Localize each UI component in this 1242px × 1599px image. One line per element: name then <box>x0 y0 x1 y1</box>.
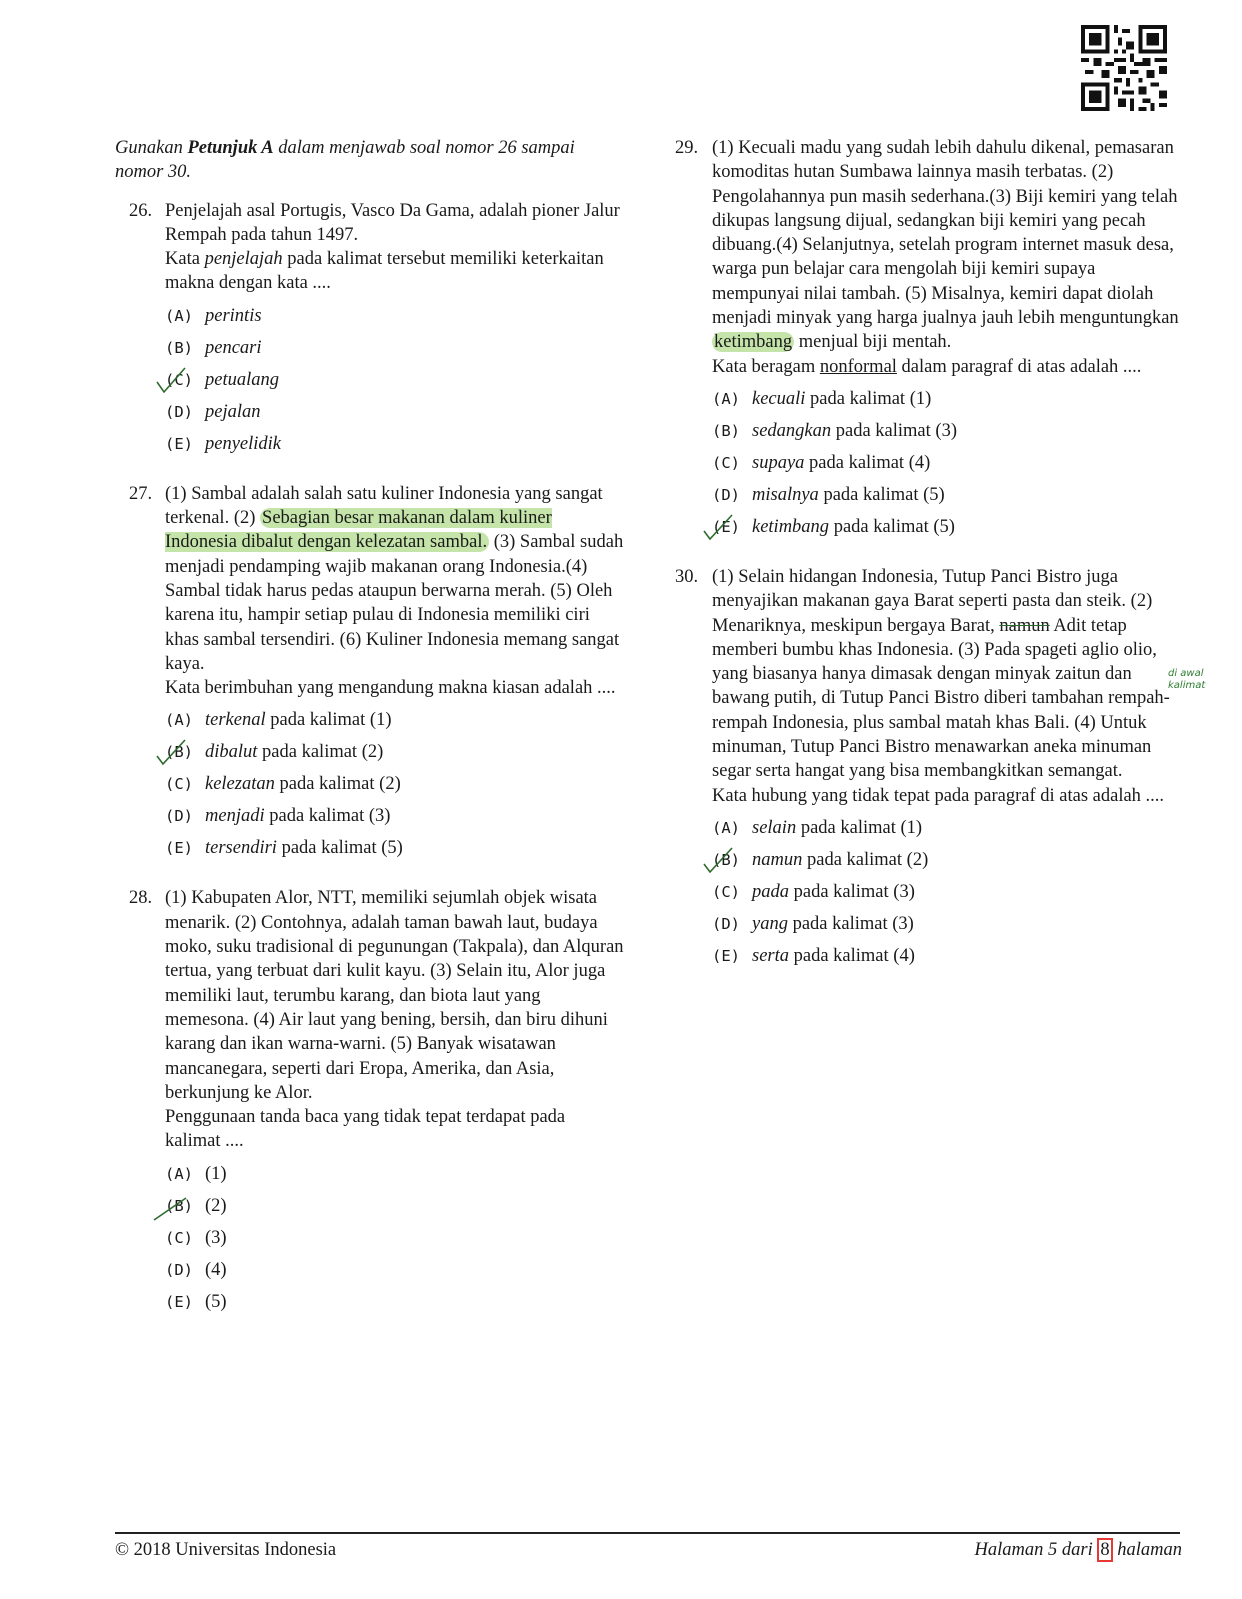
option-letter: (B) <box>165 338 193 357</box>
option-rest: pada kalimat (2) <box>802 849 929 870</box>
option-letter: (D) <box>165 1260 193 1279</box>
option-word: sedangkan <box>752 420 832 441</box>
option-rest: pada kalimat (3) <box>831 420 957 441</box>
option-d[interactable] <box>165 396 625 428</box>
option-letter: (E) <box>165 434 193 453</box>
option-letter: (C) <box>712 882 740 901</box>
question-number: 27. <box>129 483 153 504</box>
left-column <box>115 136 625 1340</box>
struck-word: namun <box>999 615 1050 636</box>
option-word: ketimbang <box>752 516 830 537</box>
option-letter-text: (B) <box>165 743 193 762</box>
option-c[interactable] <box>712 447 1180 479</box>
instruction <box>115 136 625 185</box>
option-letter: (D) <box>165 402 193 421</box>
question-number: 30. <box>675 566 699 587</box>
option-letter-marked <box>165 736 205 768</box>
option-word: selain <box>752 817 797 838</box>
option-list <box>165 704 625 864</box>
option-letter-text: (E) <box>712 517 740 536</box>
prompt-text: dalam paragraf di atas adalah .... <box>896 356 1142 377</box>
option-letter: (D) <box>165 807 193 826</box>
question-paragraph: (1) Kabupaten Alor, NTT, memiliki sejumlah objek wisata menarik. (2) Contohnya, adalah taman bawah laut, budaya moko, suku tradisional di pegunungan (Takpala), dan Alquran tertua, yang terbuat dari kulit kayu. (3) Selain itu, Alor juga memiliki laut, terumbu karang, dan biota laut yang memesona. (4) Air laut yang bening, bersih, dan biru dihuni karang dan ikan warna-warni. (5) Banyak wisatawan mancanegara, seperti dari Eropa, Amerika, dan Asia, berkunjung ke Alor. <box>165 888 624 1103</box>
paragraph-text: (3) Sambal sudah menjadi pendamping wajib makanan orang Indonesia.(4) Sambal tidak harus pedas ataupun berwarna merah. (5) Oleh karena itu, hampir setiap pulau di Indonesia memiliki ciri khas sambal tersendiri. (6) Kuliner Indonesia memang sangat kaya. <box>165 532 624 674</box>
option-rest: (2) <box>205 1195 227 1216</box>
page-total-boxed: 8 <box>1097 1538 1112 1562</box>
option-d[interactable] <box>165 1254 625 1286</box>
option-letter-text: (B) <box>712 850 740 869</box>
question-28 <box>115 886 625 1317</box>
option-rest: pada kalimat (1) <box>796 817 923 838</box>
option-e[interactable] <box>712 940 1180 972</box>
option-rest: pada kalimat (5) <box>276 838 403 859</box>
right-column <box>675 136 1180 994</box>
question-paragraph <box>712 136 1180 355</box>
option-letter: (C) <box>165 1228 193 1247</box>
question-prompt: Kata hubung yang tidak tepat pada paragraf di atas adalah .... <box>712 785 1165 806</box>
option-word: supaya <box>752 452 805 473</box>
handwritten-margin-note: di awal kalimat <box>1168 668 1206 691</box>
option-c[interactable] <box>712 876 1180 908</box>
option-list <box>165 300 625 460</box>
prompt-text: Kata beragam <box>712 356 820 377</box>
option-letter: (A) <box>165 306 193 325</box>
paragraph-text: menjual biji mentah. <box>794 332 952 353</box>
instruction-prefix: Gunakan <box>115 138 188 158</box>
question-27 <box>115 482 625 865</box>
option-a[interactable] <box>165 300 625 332</box>
option-word: petualang <box>205 369 279 390</box>
option-word: pencari <box>205 337 262 358</box>
option-e[interactable] <box>165 1286 625 1318</box>
option-word: pejalan <box>205 401 261 422</box>
option-a[interactable] <box>165 704 625 736</box>
question-30 <box>675 565 1180 972</box>
option-b[interactable] <box>712 415 1180 447</box>
question-prompt: Kata berimbuhan yang mengandung makna kiasan adalah .... <box>165 678 616 699</box>
option-letter: (D) <box>712 914 740 933</box>
prompt-text: Kata <box>165 249 205 270</box>
question-prompt <box>165 247 625 296</box>
highlighted-text: Sebagian besar makanan dalam kuliner Indonesia dibalut dengan kelezatan sambal. <box>165 508 552 553</box>
option-word: menjadi <box>205 806 265 827</box>
footer-divider <box>115 1532 1180 1534</box>
option-list <box>165 1158 625 1318</box>
option-rest: pada kalimat (4) <box>804 452 931 473</box>
question-number: 26. <box>129 200 153 221</box>
option-rest: pada kalimat (4) <box>789 945 915 966</box>
option-letter: (A) <box>712 389 740 408</box>
option-letter: (C) <box>165 775 193 794</box>
page-suffix: halaman <box>1112 1540 1182 1560</box>
option-list <box>712 383 1180 543</box>
instruction-bold: Petunjuk A <box>187 138 274 158</box>
option-c[interactable] <box>165 1222 625 1254</box>
option-letter-marked <box>712 844 752 876</box>
option-b[interactable] <box>165 736 625 768</box>
option-rest: pada kalimat (3) <box>264 806 391 827</box>
option-word: terkenal <box>205 710 266 731</box>
paragraph-text: (1) Kecuali madu yang sudah lebih dahulu dikenal, pemasaran komoditas hutan Sumbawa lainnya masih terbatas. (2) Pengolahannya pun masih sederhana.(3) Biji kemiri yang telah dikupas langsung dijual, sedangkan biji kemiri yang pecah dibuang.(4) Selanjutnya, setelah program internet masuk desa, warga pun belajar cara mengolah biji kemiri supaya mempunyai nilai tambah. (5) Misalnya, kemiri dapat diolah menjadi minyak yang harga jualnya jauh lebih menguntungkan <box>712 138 1179 329</box>
option-rest: pada kalimat (1) <box>805 388 932 409</box>
option-rest: (1) <box>205 1163 227 1184</box>
option-rest: pada kalimat (2) <box>274 774 401 795</box>
question-number: 29. <box>675 138 699 158</box>
option-word: dibalut <box>205 742 258 763</box>
option-rest: pada kalimat (1) <box>265 710 392 731</box>
option-letter: (A) <box>165 711 193 730</box>
option-letter: (E) <box>165 839 193 858</box>
option-word: kelezatan <box>205 774 275 795</box>
option-rest: (4) <box>205 1259 227 1280</box>
footer-copyright: © 2018 Universitas Indonesia <box>115 1540 337 1560</box>
option-letter: (E) <box>165 1292 193 1311</box>
question-prompt: Penggunaan tanda baca yang tidak tepat terdapat pada kalimat .... <box>165 1107 566 1152</box>
question-prompt <box>712 355 1180 379</box>
option-letter-text: (B) <box>165 1196 193 1215</box>
option-word: yang <box>752 913 788 934</box>
question-stem: Penjelajah asal Portugis, Vasco Da Gama, adalah pioner Jalur Rempah pada tahun 1497. <box>165 200 620 245</box>
underlined-word: nonformal <box>819 356 897 377</box>
highlighted-text: ketimbang <box>714 332 793 353</box>
option-b[interactable] <box>165 332 625 364</box>
option-d[interactable] <box>712 908 1180 940</box>
option-b[interactable] <box>165 1190 625 1222</box>
option-letter-marked <box>165 364 205 396</box>
option-rest: pada kalimat (5) <box>818 484 945 505</box>
footer-page-indicator <box>975 1540 1182 1561</box>
option-d[interactable] <box>712 479 1180 511</box>
option-e[interactable] <box>165 428 625 460</box>
option-c[interactable] <box>165 768 625 800</box>
option-rest: (3) <box>205 1227 227 1248</box>
option-list <box>712 812 1180 972</box>
question-paragraph <box>712 565 1180 784</box>
option-letter: (C) <box>712 453 740 472</box>
instruction-suffix: dalam menjawab soal nomor 26 sampai nomor 30. <box>115 138 575 183</box>
option-letter-marked <box>712 511 752 543</box>
option-word: namun <box>752 849 803 870</box>
option-e[interactable] <box>712 511 1180 543</box>
option-rest: pada kalimat (5) <box>829 516 955 537</box>
option-letter-marked <box>165 1190 205 1222</box>
option-word: serta <box>752 945 789 966</box>
option-rest: pada kalimat (2) <box>257 742 384 763</box>
option-letter-text: (C) <box>165 370 193 389</box>
paragraph-text: (1) Sambal adalah salah satu kuliner Indonesia yang sangat terkenal. (2) <box>165 483 603 529</box>
option-letter: (D) <box>712 485 740 504</box>
option-word: pada <box>752 881 789 902</box>
qr-code <box>1081 25 1167 111</box>
option-word: misalnya <box>752 484 819 505</box>
option-letter: (A) <box>165 1164 193 1183</box>
option-c[interactable] <box>165 364 625 396</box>
option-rest: (5) <box>205 1291 227 1312</box>
prompt-text: pada kalimat tersebut memiliki keterkaitan makna dengan kata .... <box>165 249 604 294</box>
page-prefix: Halaman 5 dari <box>974 1540 1098 1560</box>
option-rest: pada kalimat (3) <box>789 881 915 902</box>
paragraph-text: (1) Selain hidangan Indonesia, Tutup Panci Bistro juga menyajikan makanan gaya Barat seperti pasta dan steik. (2) Menariknya, meskipun bergaya Barat, <box>712 566 1153 636</box>
option-rest: pada kalimat (3) <box>787 913 914 934</box>
question-paragraph <box>165 482 625 676</box>
option-a[interactable] <box>712 812 1180 844</box>
option-a[interactable] <box>165 1158 625 1190</box>
option-b[interactable] <box>712 844 1180 876</box>
option-word: kecuali <box>752 388 806 409</box>
option-e[interactable] <box>165 832 625 864</box>
option-d[interactable] <box>165 800 625 832</box>
question-26 <box>115 199 625 460</box>
option-word: penyelidik <box>205 433 282 454</box>
question-number: 28. <box>129 888 153 909</box>
option-letter: (B) <box>712 421 740 440</box>
option-letter: (E) <box>712 946 740 965</box>
option-word: tersendiri <box>205 838 277 859</box>
prompt-italic: penjelajah <box>204 249 283 270</box>
paragraph-text: Adit tetap memberi bumbu khas Indonesia. (3) Pada spageti aglio olio, yang biasanya hanya dimasak dengan minyak zaitun dan bawang putih, di Tutup Panci Bistro diberi tambahan rempah-rempah Indonesia, plus sambal matah khas Bali. (4) Untuk minuman, Tutup Panci Bistro menawarkan aneka minuman segar serta hangat yang bisa membangkitkan semangat. <box>712 615 1170 782</box>
option-a[interactable] <box>712 383 1180 415</box>
option-letter: (A) <box>712 818 740 837</box>
question-29 <box>675 136 1180 543</box>
option-word: perintis <box>205 305 262 326</box>
